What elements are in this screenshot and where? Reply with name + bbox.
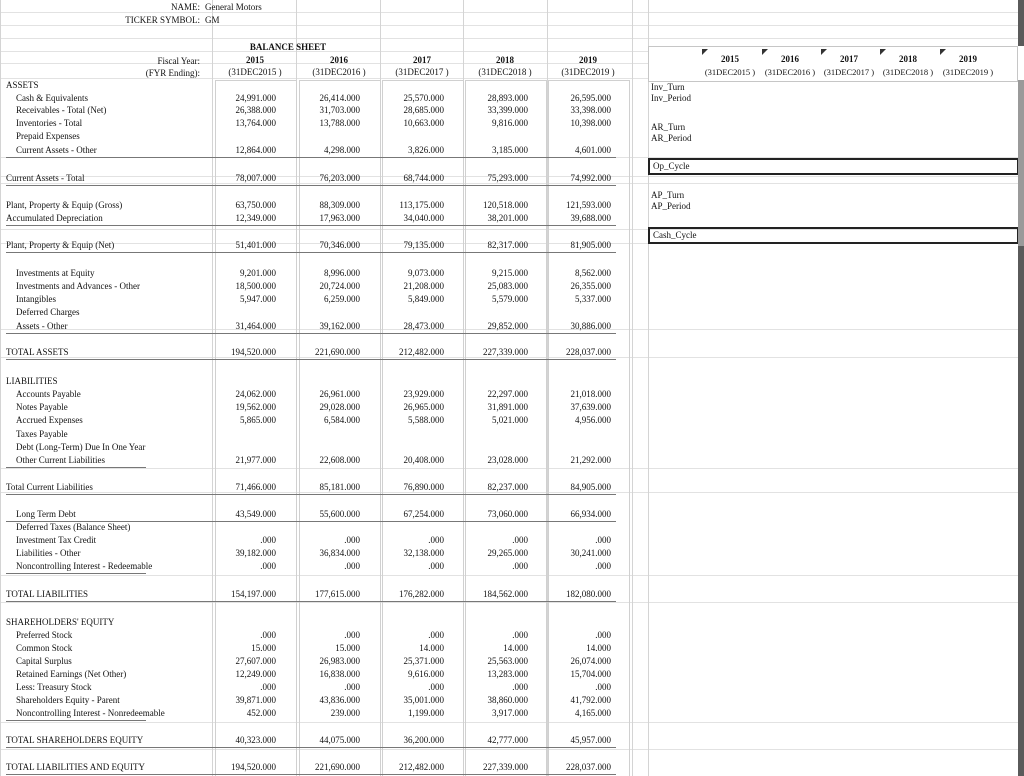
value-cell[interactable]: 26,961.000	[319, 389, 360, 399]
value-cell[interactable]: 43,836.000	[319, 695, 360, 705]
value-cell[interactable]: 228,037.000	[566, 762, 611, 772]
value-cell[interactable]: 34,040.000	[403, 213, 444, 223]
grid-col-line	[632, 0, 633, 776]
value-cell[interactable]: 26,074.000	[570, 656, 611, 666]
value-cell[interactable]: 37,639.000	[570, 402, 611, 412]
value-cell[interactable]: .000	[260, 561, 276, 571]
value-cell[interactable]: 31,891.000	[487, 402, 528, 412]
value-cell[interactable]: 21,018.000	[570, 389, 611, 399]
row-label: Investments at Equity	[16, 268, 95, 278]
ap-turn-label: AP_Turn	[651, 190, 685, 200]
value-cell[interactable]: 36,200.000	[403, 735, 444, 745]
ar-period-label: AR_Period	[651, 133, 692, 143]
value-cell[interactable]: 28,893.000	[487, 93, 528, 103]
row-underline	[6, 573, 146, 574]
row-label: Retained Earnings (Net Other)	[16, 669, 127, 679]
value-cell[interactable]: 41,792.000	[570, 695, 611, 705]
value-cell[interactable]: .000	[428, 561, 444, 571]
row-label: TOTAL SHAREHOLDERS EQUITY	[6, 735, 144, 745]
value-cell[interactable]: .000	[344, 535, 360, 545]
value-cell[interactable]: 51,401.000	[235, 240, 276, 250]
row-label: Preferred Stock	[16, 630, 73, 640]
value-cell[interactable]: 20,408.000	[403, 455, 444, 465]
value-cell[interactable]: 182,080.000	[566, 589, 611, 599]
value-cell[interactable]: 13,788.000	[319, 118, 360, 128]
fiscal-year-header: 2017	[413, 55, 431, 65]
header-marker-icon	[940, 49, 946, 55]
value-cell[interactable]: 12,249.000	[235, 669, 276, 679]
value-cell[interactable]: 228,037.000	[566, 347, 611, 357]
value-cell[interactable]: .000	[260, 682, 276, 692]
value-cell[interactable]: 239.000	[330, 708, 360, 718]
value-cell[interactable]: 14.000	[503, 643, 528, 653]
value-cell[interactable]: .000	[428, 630, 444, 640]
sheet-title: BALANCE SHEET	[249, 42, 327, 52]
value-cell[interactable]: 38,201.000	[487, 213, 528, 223]
row-label: Deferred Taxes (Balance Sheet)	[16, 522, 131, 532]
row-underline	[6, 601, 616, 602]
ratio-year-header-date: (31DEC2016 )	[764, 67, 816, 77]
value-cell[interactable]: 5,337.000	[575, 294, 611, 304]
row-label: Noncontrolling Interest - Redeemable	[16, 561, 153, 571]
row-label: Investment Tax Credit	[16, 535, 97, 545]
row-label: SHAREHOLDERS' EQUITY	[6, 617, 115, 627]
value-cell[interactable]: 81,905.000	[570, 240, 611, 250]
row-label: Long Term Debt	[16, 509, 76, 519]
value-cell[interactable]: .000	[260, 535, 276, 545]
ratio-year-header-date: (31DEC2019 )	[942, 67, 994, 77]
row-label: Plant, Property & Equip (Gross)	[6, 200, 123, 210]
value-cell[interactable]: 113,175.000	[399, 200, 444, 210]
value-cell[interactable]: 1,199.000	[408, 708, 444, 718]
ticker-label: TICKER SYMBOL:	[125, 15, 200, 25]
cash-cycle-cell[interactable]	[648, 227, 1019, 244]
fyr-ending-header: (31DEC2019 )	[561, 67, 615, 77]
value-cell[interactable]: 120,518.000	[483, 200, 528, 210]
value-cell[interactable]: .000	[428, 682, 444, 692]
value-cell[interactable]: 3,917.000	[492, 708, 528, 718]
header-marker-icon	[880, 49, 886, 55]
value-cell[interactable]: 70,346.000	[319, 240, 360, 250]
value-cell[interactable]: 177,615.000	[315, 589, 360, 599]
name-label: NAME:	[171, 2, 200, 12]
value-cell[interactable]: 31,703.000	[319, 105, 360, 115]
inv-period-label: Inv_Period	[651, 93, 691, 103]
value-cell[interactable]: 15.000	[251, 643, 276, 653]
value-cell[interactable]: 5,579.000	[492, 294, 528, 304]
value-cell[interactable]: 28,473.000	[403, 321, 444, 331]
row-underline	[6, 225, 616, 226]
row-label: Notes Payable	[16, 402, 68, 412]
row-label: TOTAL LIABILITIES	[6, 589, 89, 599]
value-cell[interactable]: 6,259.000	[324, 294, 360, 304]
value-cell[interactable]: 9,616.000	[408, 669, 444, 679]
value-cell[interactable]: 194,520.000	[231, 762, 276, 772]
value-cell[interactable]: 26,388.000	[235, 105, 276, 115]
value-cell[interactable]: 9,215.000	[492, 268, 528, 278]
value-cell[interactable]: 24,062.000	[235, 389, 276, 399]
value-cell[interactable]: 39,871.000	[235, 695, 276, 705]
value-cell[interactable]: 154,197.000	[231, 589, 276, 599]
value-cell[interactable]: 45,957.000	[570, 735, 611, 745]
value-cell[interactable]: 15.000	[335, 643, 360, 653]
value-cell[interactable]: .000	[595, 682, 611, 692]
value-cell[interactable]: 88,309.000	[319, 200, 360, 210]
value-cell[interactable]: 55,600.000	[319, 509, 360, 519]
ratio-year-header-date: (31DEC2017 )	[823, 67, 875, 77]
value-cell[interactable]: 9,201.000	[240, 268, 276, 278]
row-label: Cash & Equivalents	[16, 93, 88, 103]
fyr-ending-header: (31DEC2015 )	[228, 67, 282, 77]
row-label: Assets - Other	[16, 321, 68, 331]
row-label: Intangibles	[16, 294, 56, 304]
value-cell[interactable]: 23,929.000	[403, 389, 444, 399]
value-cell[interactable]: 227,339.000	[483, 347, 528, 357]
value-cell[interactable]: 8,562.000	[575, 268, 611, 278]
inv-turn-label: Inv_Turn	[651, 82, 685, 92]
value-cell[interactable]: 6,584.000	[324, 415, 360, 425]
row-underline	[6, 467, 146, 468]
value-cell[interactable]: 26,595.000	[570, 93, 611, 103]
value-cell[interactable]: 5,849.000	[408, 294, 444, 304]
row-label: Investments and Advances - Other	[16, 281, 140, 291]
value-cell[interactable]: 31,464.000	[235, 321, 276, 331]
cash-cycle-label: Cash_Cycle	[653, 230, 697, 240]
grid-col-line	[0, 0, 1, 776]
value-cell[interactable]: 76,203.000	[319, 173, 360, 183]
fyr-ending-label: (FYR Ending):	[145, 68, 200, 78]
value-cell[interactable]: 15,704.000	[570, 669, 611, 679]
value-cell[interactable]: 25,371.000	[403, 656, 444, 666]
row-label: Current Assets - Other	[16, 145, 97, 155]
value-cell[interactable]: 75,293.000	[487, 173, 528, 183]
value-cell[interactable]: 13,764.000	[235, 118, 276, 128]
name-value-cell[interactable]: General Motors	[205, 2, 262, 12]
fiscal-year-label: Fiscal Year:	[157, 56, 200, 66]
row-underline	[6, 747, 616, 748]
row-label: Debt (Long-Term) Due In One Year	[16, 442, 146, 452]
value-cell[interactable]: 5,947.000	[240, 294, 276, 304]
value-cell[interactable]: 212,482.000	[399, 347, 444, 357]
value-cell[interactable]: .000	[512, 535, 528, 545]
value-cell[interactable]: 68,744.000	[403, 173, 444, 183]
value-cell[interactable]: 25,083.000	[487, 281, 528, 291]
value-cell[interactable]: 38,860.000	[487, 695, 528, 705]
value-cell[interactable]: 39,162.000	[319, 321, 360, 331]
value-cell[interactable]: 9,073.000	[408, 268, 444, 278]
value-cell[interactable]: 26,355.000	[570, 281, 611, 291]
value-cell[interactable]: 26,414.000	[319, 93, 360, 103]
value-cell[interactable]: 20,724.000	[319, 281, 360, 291]
value-cell[interactable]: 452.000	[246, 708, 276, 718]
value-cell[interactable]: 33,398.000	[570, 105, 611, 115]
ar-turn-label: AR_Turn	[651, 122, 686, 132]
header-marker-icon	[762, 49, 768, 55]
value-cell[interactable]: 26,965.000	[403, 402, 444, 412]
value-cell[interactable]: 176,282.000	[399, 589, 444, 599]
fyr-ending-header: (31DEC2016 )	[312, 67, 366, 77]
value-cell[interactable]: 85,181.000	[319, 482, 360, 492]
row-label: LIABILITIES	[6, 376, 58, 386]
header-marker-icon	[702, 49, 708, 55]
fiscal-year-header: 2018	[496, 55, 514, 65]
value-cell[interactable]: 221,690.000	[315, 347, 360, 357]
value-cell[interactable]: 17,963.000	[319, 213, 360, 223]
value-cell[interactable]: .000	[344, 561, 360, 571]
value-cell[interactable]: 184,562.000	[483, 589, 528, 599]
row-label: Taxes Payable	[16, 429, 68, 439]
value-cell[interactable]: 21,208.000	[403, 281, 444, 291]
right-edge-bar-bottom	[1018, 246, 1024, 776]
value-cell[interactable]: 74,992.000	[570, 173, 611, 183]
grid-row-line	[0, 38, 1018, 39]
row-label: Capital Surplus	[16, 656, 72, 666]
value-cell[interactable]: 73,060.000	[487, 509, 528, 519]
value-cell[interactable]: 33,399.000	[487, 105, 528, 115]
value-cell[interactable]: 23,028.000	[487, 455, 528, 465]
value-cell[interactable]: 3,826.000	[408, 145, 444, 155]
ratio-year-header-year: 2016	[781, 54, 799, 64]
fyr-ending-header: (31DEC2017 )	[395, 67, 449, 77]
value-cell[interactable]: 82,237.000	[487, 482, 528, 492]
row-label: Inventories - Total	[16, 118, 83, 128]
value-cell[interactable]: 4,956.000	[575, 415, 611, 425]
value-cell[interactable]: 212,482.000	[399, 762, 444, 772]
value-cell[interactable]: .000	[344, 630, 360, 640]
row-label: Accumulated Depreciation	[6, 213, 103, 223]
value-cell[interactable]: 25,563.000	[487, 656, 528, 666]
value-cell[interactable]: 10,398.000	[570, 118, 611, 128]
value-cell[interactable]: 30,241.000	[570, 548, 611, 558]
row-label: Current Assets - Total	[6, 173, 85, 183]
value-cell[interactable]: 71,466.000	[235, 482, 276, 492]
row-underline	[6, 494, 616, 495]
right-edge-bar-top	[1018, 0, 1024, 46]
value-cell[interactable]: 194,520.000	[231, 347, 276, 357]
value-cell[interactable]: .000	[512, 561, 528, 571]
row-underline	[6, 720, 146, 721]
value-cell[interactable]: .000	[344, 682, 360, 692]
value-cell[interactable]: 36,834.000	[319, 548, 360, 558]
value-cell[interactable]: 26,983.000	[319, 656, 360, 666]
fiscal-year-header: 2019	[579, 55, 597, 65]
grid-col-line	[648, 0, 649, 776]
value-cell[interactable]: 13,283.000	[487, 669, 528, 679]
value-cell[interactable]: 4,165.000	[575, 708, 611, 718]
row-label: Less: Treasury Stock	[16, 682, 92, 692]
value-cell[interactable]: 35,001.000	[403, 695, 444, 705]
value-cell[interactable]: 28,685.000	[403, 105, 444, 115]
row-label: Total Current Liabilities	[6, 482, 93, 492]
value-cell[interactable]: 43,549.000	[235, 509, 276, 519]
value-cell[interactable]: 14.000	[586, 643, 611, 653]
value-cell[interactable]: 30,886.000	[570, 321, 611, 331]
value-cell[interactable]: 76,890.000	[403, 482, 444, 492]
value-cell[interactable]: 39,182.000	[235, 548, 276, 558]
header-marker-icon	[821, 49, 827, 55]
value-cell[interactable]: 8,996.000	[324, 268, 360, 278]
value-cell[interactable]: 27,607.000	[235, 656, 276, 666]
fiscal-year-header: 2016	[330, 55, 348, 65]
row-label: Common Stock	[16, 643, 73, 653]
value-cell[interactable]: .000	[595, 630, 611, 640]
row-label: Plant, Property & Equip (Net)	[6, 240, 115, 250]
value-cell[interactable]: 22,608.000	[319, 455, 360, 465]
value-cell[interactable]: 5,588.000	[408, 415, 444, 425]
row-underline	[6, 333, 616, 334]
value-cell[interactable]: 16,838.000	[319, 669, 360, 679]
row-label: Accounts Payable	[16, 389, 81, 399]
value-cell[interactable]: .000	[595, 561, 611, 571]
value-cell[interactable]: 82,317.000	[487, 240, 528, 250]
value-cell[interactable]: 29,852.000	[487, 321, 528, 331]
value-cell[interactable]: 79,135.000	[403, 240, 444, 250]
op-cycle-label: Op_Cycle	[653, 161, 690, 171]
value-cell[interactable]: 29,265.000	[487, 548, 528, 558]
fyr-ending-header: (31DEC2018 )	[478, 67, 532, 77]
value-cell[interactable]: 40,323.000	[235, 735, 276, 745]
value-cell[interactable]: 21,292.000	[570, 455, 611, 465]
value-cell[interactable]: 9,816.000	[492, 118, 528, 128]
value-cell[interactable]: 5,865.000	[240, 415, 276, 425]
value-cell[interactable]: 18,500.000	[235, 281, 276, 291]
value-cell[interactable]: .000	[260, 630, 276, 640]
row-label: Other Current Liabilities	[16, 455, 105, 465]
row-label: Prepaid Expenses	[16, 131, 80, 141]
ticker-value-cell[interactable]: GM	[205, 15, 220, 25]
row-underline	[6, 359, 616, 360]
value-cell[interactable]: 5,021.000	[492, 415, 528, 425]
value-cell[interactable]: 66,934.000	[570, 509, 611, 519]
value-cell[interactable]: 19,562.000	[235, 402, 276, 412]
value-cell[interactable]: .000	[512, 682, 528, 692]
ratio-year-header-year: 2015	[721, 54, 739, 64]
row-label: Liabilities - Other	[16, 548, 81, 558]
value-cell[interactable]: 78,007.000	[235, 173, 276, 183]
row-label: Shareholders Equity - Parent	[16, 695, 120, 705]
value-cell[interactable]: 121,593.000	[566, 200, 611, 210]
value-cell[interactable]: 29,028.000	[319, 402, 360, 412]
value-cell[interactable]: 22,297.000	[487, 389, 528, 399]
value-cell[interactable]: 10,663.000	[403, 118, 444, 128]
value-cell[interactable]: 25,570.000	[403, 93, 444, 103]
value-cell[interactable]: 4,298.000	[324, 145, 360, 155]
ap-period-label: AP_Period	[651, 201, 691, 211]
row-label: TOTAL LIABILITIES AND EQUITY	[6, 762, 146, 772]
ratio-year-header-date: (31DEC2015 )	[704, 67, 756, 77]
value-cell[interactable]: 32,138.000	[403, 548, 444, 558]
right-edge-bar-mid	[1018, 80, 1024, 246]
row-label: Accrued Expenses	[16, 415, 83, 425]
row-underline	[6, 252, 616, 253]
value-cell[interactable]: 84,905.000	[570, 482, 611, 492]
value-cell[interactable]: 4,601.000	[575, 145, 611, 155]
ratio-year-header-year: 2019	[959, 54, 977, 64]
value-cell[interactable]: 14.000	[419, 643, 444, 653]
value-cell[interactable]: .000	[428, 535, 444, 545]
value-cell[interactable]: 227,339.000	[483, 762, 528, 772]
row-underline	[6, 157, 616, 158]
row-label: Deferred Charges	[16, 307, 80, 317]
value-cell[interactable]: 42,777.000	[487, 735, 528, 745]
value-cell[interactable]: .000	[595, 535, 611, 545]
row-underline	[6, 185, 616, 186]
value-cell[interactable]: 63,750.000	[235, 200, 276, 210]
fiscal-year-header: 2015	[246, 55, 264, 65]
ratio-year-header-year: 2018	[899, 54, 917, 64]
value-cell[interactable]: 24,991.000	[235, 93, 276, 103]
value-cell[interactable]: 221,690.000	[315, 762, 360, 772]
ratio-year-header-year: 2017	[840, 54, 858, 64]
ratio-year-header-date: (31DEC2018 )	[882, 67, 934, 77]
row-label: TOTAL ASSETS	[6, 347, 69, 357]
value-cell[interactable]: 44,075.000	[319, 735, 360, 745]
value-cell[interactable]: 39,688.000	[570, 213, 611, 223]
row-label: Receivables - Total (Net)	[16, 105, 107, 115]
row-label: ASSETS	[6, 80, 39, 90]
value-cell[interactable]: 67,254.000	[403, 509, 444, 519]
value-cell[interactable]: 12,864.000	[235, 145, 276, 155]
value-cell[interactable]: 21,977.000	[235, 455, 276, 465]
value-cell[interactable]: 12,349.000	[235, 213, 276, 223]
row-label: Noncontrolling Interest - Nonredeemable	[16, 708, 165, 718]
op-cycle-cell[interactable]	[648, 158, 1019, 175]
value-cell[interactable]: .000	[512, 630, 528, 640]
row-underline	[6, 774, 616, 775]
value-cell[interactable]: 3,185.000	[492, 145, 528, 155]
